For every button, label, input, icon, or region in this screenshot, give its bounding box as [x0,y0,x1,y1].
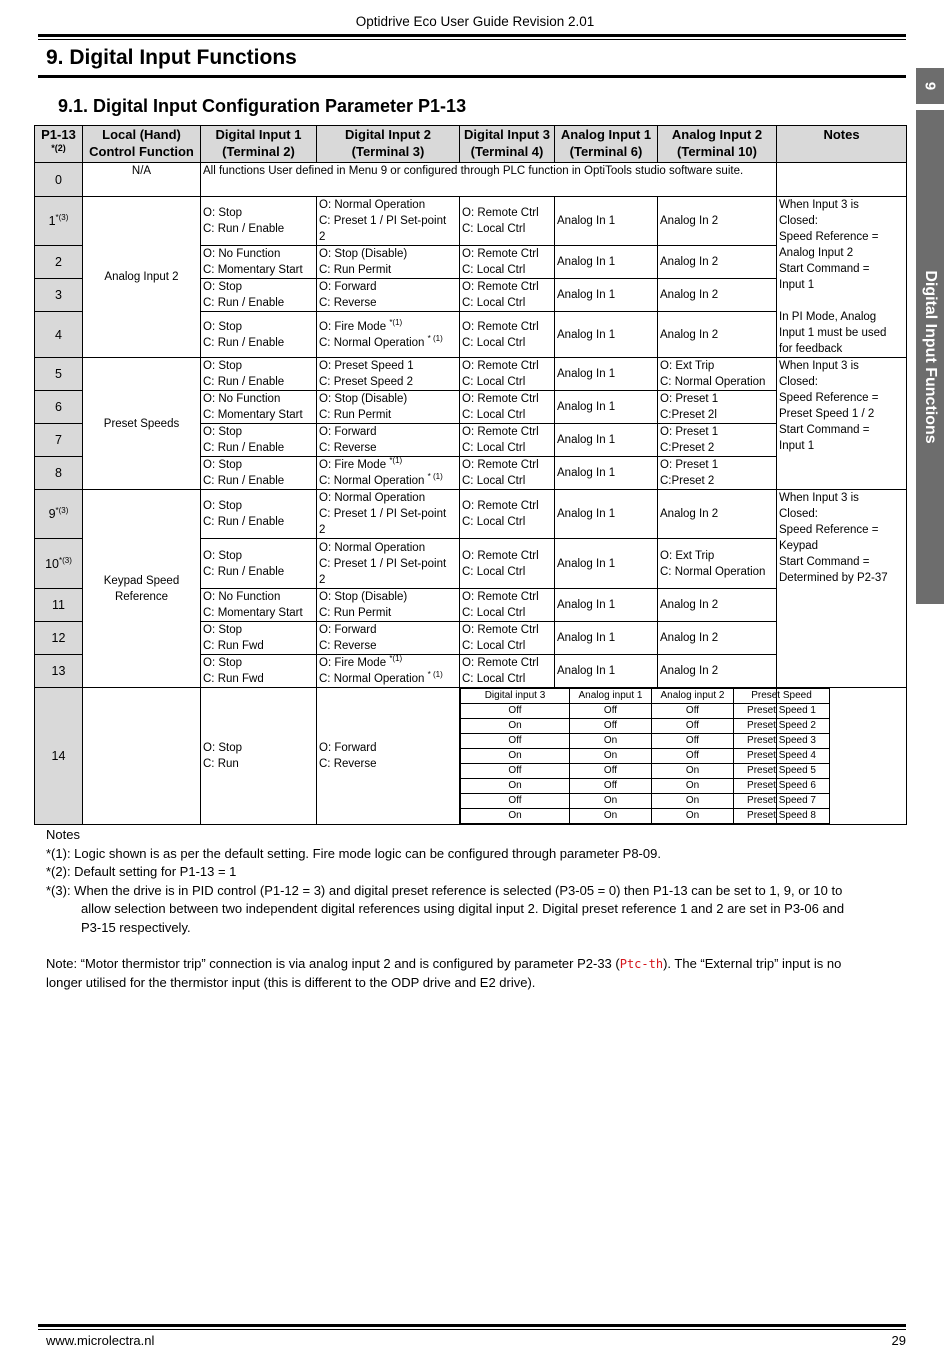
di1-cell: O: Stop C: Run / Enable [201,539,317,589]
ai1-cell: Analog In 1 [555,391,658,424]
di3-cell: O: Remote Ctrl C: Local Ctrl [460,197,555,246]
di1-cell: O: Stop C: Run / Enable [201,279,317,312]
col-header-ai2: Analog Input 2 (Terminal 10) [658,126,777,163]
sub-cell: Preset Speed 2 [734,719,830,734]
note-3-cont: P3-15 respectively. [81,919,191,935]
sub-cell: Off [652,719,734,734]
sub-cell: Preset Speed 5 [734,764,830,779]
di3-cell: O: Remote Ctrl C: Local Ctrl [460,622,555,655]
sub-cell: Off [461,734,570,749]
sub-cell: Off [570,719,652,734]
param-value: 0 [35,163,83,197]
ai2-cell: Analog In 2 [658,279,777,312]
sub-header: Digital input 3 [461,689,570,704]
di1-cell: O: Stop C: Run / Enable [201,197,317,246]
di2-cell: O: Normal Operation C: Preset 1 / PI Set-point 2 [317,490,460,539]
col-header-local: Local (Hand) Control Function [83,126,201,163]
di3-cell: O: Remote Ctrl C: Local Ctrl [460,490,555,539]
local-function [83,688,201,825]
di2-cell: O: Normal Operation C: Preset 1 / PI Set-point 2 [317,197,460,246]
sub-cell: Off [652,749,734,764]
param-value: 2 [35,246,83,279]
di3-cell: O: Remote Ctrl C: Local Ctrl [460,246,555,279]
ai2-cell: O: Preset 1 C:Preset 2 [658,457,777,490]
notes-cell: When Input 3 is Closed: Speed Reference = Keypad Start Command = Determined by P2-37 [777,490,907,688]
footer-url: www.microlectra.nl [46,1333,155,1348]
ai1-cell: Analog In 1 [555,279,658,312]
di1-cell: O: No Function C: Momentary Start [201,391,317,424]
di1-cell: O: Stop C: Run [201,688,317,825]
di1-cell: O: Stop C: Run / Enable [201,457,317,490]
param-value: 8 [35,457,83,490]
param-value: 10$^{*(3)}$ [35,539,83,589]
col-header-ai1: Analog Input 1 (Terminal 6) [555,126,658,163]
sub-header: Analog input 2 [652,689,734,704]
notes-section [46,826,906,992]
ai2-cell: O: Preset 1 C:Preset 2l [658,391,777,424]
preset-speed-row [461,779,830,794]
preset-speed-table-cell [460,688,816,825]
note-3: *(3): When the drive is in PID control (P1-12 = 3) and digital preset reference is selected (P3-05 = 0) then P1-13 can be set to 1, 9, or 10 to [46,882,843,898]
local-function-group: Preset Speeds [83,358,201,490]
param-value: 6 [35,391,83,424]
sub-cell: On [461,749,570,764]
ai1-cell: Analog In 1 [555,457,658,490]
sub-cell: Preset Speed 1 [734,704,830,719]
di1-cell: O: No Function C: Momentary Start [201,246,317,279]
col-header-di3: Digital Input 3 (Terminal 4) [460,126,555,163]
ai1-cell: Analog In 1 [555,655,658,688]
sub-cell: Preset Speed 4 [734,749,830,764]
sub-cell: On [652,809,734,824]
note-2: *(2): Default setting for P1-13 = 1 [46,864,237,879]
col-header-p113: P1-13 *(2) [35,126,83,163]
ai1-cell: Analog In 1 [555,424,658,457]
header-rule-thin [38,39,906,40]
footer-rule-thin [38,1329,906,1330]
note-3-cont: allow selection between two independent digital references using digital input 2. Digital preset reference 1 and 2 are set in P3-06 and [81,901,845,916]
param-value: 11 [35,589,83,622]
di2-cell: O: Forward C: Reverse [317,279,460,312]
di3-cell: O: Remote Ctrl C: Local Ctrl [460,312,555,358]
param-value: 14 [35,688,83,825]
sub-cell: Off [570,779,652,794]
sub-cell: On [570,794,652,809]
sub-cell: On [570,749,652,764]
sub-cell: On [570,734,652,749]
preset-speed-row [461,794,830,809]
preset-speed-row [461,704,830,719]
col-header-di2: Digital Input 2 (Terminal 3) [317,126,460,163]
sub-cell: On [652,794,734,809]
local-function: N/A [83,163,201,197]
footer-rule [38,1324,906,1327]
param-value: 13 [35,655,83,688]
ai2-cell: Analog In 2 [658,490,777,539]
sub-cell: On [461,779,570,794]
ai1-cell: Analog In 1 [555,246,658,279]
di1-cell: O: Stop C: Run Fwd [201,655,317,688]
parameter-table [34,125,907,825]
di3-cell: O: Remote Ctrl C: Local Ctrl [460,589,555,622]
di2-cell: O: Forward C: Reverse [317,622,460,655]
ai2-cell: O: Preset 1 C:Preset 2 [658,424,777,457]
ai2-cell: O: Ext Trip C: Normal Operation [658,358,777,391]
ai2-cell: O: Ext Trip C: Normal Operation [658,539,777,589]
di3-cell: O: Remote Ctrl C: Local Ctrl [460,358,555,391]
row0-notes [777,163,907,197]
sub-cell: On [461,809,570,824]
param-value: 9$^{*(3)}$ [35,490,83,539]
col-header-di1: Digital Input 1 (Terminal 2) [201,126,317,163]
di2-cell: O: Stop (Disable) C: Run Permit [317,589,460,622]
sub-cell: Off [461,794,570,809]
ai2-cell: Analog In 2 [658,197,777,246]
di3-cell: O: Remote Ctrl C: Local Ctrl [460,457,555,490]
di2-cell: O: Stop (Disable) C: Run Permit [317,391,460,424]
preset-speed-row [461,719,830,734]
table-row [35,197,907,246]
di2-cell: O: Fire Mode $^{*(1)}$ C: Normal Operation $^{* (1)}$ [317,457,460,490]
parameter-code: Ptc-th [619,957,664,971]
preset-speed-row [461,809,830,824]
notes-cell: When Input 3 is Closed: Speed Reference = Preset Speed 1 / 2 Start Command = Input 1 [777,358,907,490]
di2-cell: O: Normal Operation C: Preset 1 / PI Set-point 2 [317,539,460,589]
sub-cell: Preset Speed 8 [734,809,830,824]
di1-cell: O: Stop C: Run Fwd [201,622,317,655]
sub-cell: Preset Speed 6 [734,779,830,794]
di3-cell: O: Remote Ctrl C: Local Ctrl [460,391,555,424]
param-value: 1$^{*(3)}$ [35,197,83,246]
preset-speed-table [460,688,830,824]
di3-cell: O: Remote Ctrl C: Local Ctrl [460,279,555,312]
header-rule [38,34,906,37]
di2-cell: O: Forward C: Reverse [317,688,460,825]
ai1-cell: Analog In 1 [555,358,658,391]
ai2-cell: Analog In 2 [658,589,777,622]
di2-cell: O: Stop (Disable) C: Run Permit [317,246,460,279]
table-row [35,490,907,539]
col-header-notes: Notes [777,126,907,163]
table-row [35,358,907,391]
sub-cell: On [652,779,734,794]
di2-cell: O: Forward C: Reverse [317,424,460,457]
di2-cell: O: Fire Mode $^{*(1)}$ C: Normal Operation $^{* (1)}$ [317,312,460,358]
notes-cell: When Input 3 is Closed: Speed Reference = Analog Input 2 Start Command = Input 1 In PI Mode, Analog Input 1 must be used for feedback [777,197,907,358]
sub-header: Preset Speed [734,689,830,704]
di1-cell: O: Stop C: Run / Enable [201,312,317,358]
preset-speed-row [461,764,830,779]
ai1-cell: Analog In 1 [555,490,658,539]
preset-speed-row [461,749,830,764]
di1-cell: O: No Function C: Momentary Start [201,589,317,622]
sub-cell: On [652,764,734,779]
ai2-cell: Analog In 2 [658,246,777,279]
param-value: 12 [35,622,83,655]
table-row [35,163,907,197]
param-value: 4 [35,312,83,358]
table-header-row [35,126,907,163]
sub-cell: Off [570,764,652,779]
sub-cell: Preset Speed 3 [734,734,830,749]
ai1-cell: Analog In 1 [555,312,658,358]
local-function-group: Analog Input 2 [83,197,201,358]
di1-cell: O: Stop C: Run / Enable [201,490,317,539]
ai2-cell: Analog In 2 [658,622,777,655]
page-number: 29 [891,1333,906,1348]
thermistor-note: Note: “Motor thermistor trip” connection is via analog input 2 and is configured by parameter P2-33 (Ptc-th). The “External trip” input is no [46,956,842,971]
notes-heading: Notes [46,827,80,842]
section-title: 9. Digital Input Functions [46,46,297,69]
ai2-cell: Analog In 2 [658,655,777,688]
sub-header: Analog input 1 [570,689,652,704]
param-value: 7 [35,424,83,457]
param-value: 5 [35,358,83,391]
param-value: 3 [35,279,83,312]
side-tab-label: Digital Input Functions [916,110,944,604]
side-tab-number: 9 [916,68,944,104]
thermistor-note-cont: longer utilised for the thermistor input (this is different to the ODP drive and E2 drive). [46,974,536,990]
ai1-cell: Analog In 1 [555,622,658,655]
sub-cell: Off [461,704,570,719]
ai1-cell: Analog In 1 [555,539,658,589]
sub-cell: Off [570,704,652,719]
di1-cell: O: Stop C: Run / Enable [201,424,317,457]
note-1: *(1): Logic shown is as per the default setting. Fire mode logic can be configured through parameter P8-09. [46,845,661,861]
preset-speed-row [461,734,830,749]
section-rule [38,75,906,78]
sub-cell: Off [461,764,570,779]
row0-description: All functions User defined in Menu 9 or configured through PLC function in OptiTools studio software suite. [201,163,777,197]
document-header: Optidrive Eco User Guide Revision 2.01 [355,14,595,29]
di3-cell: O: Remote Ctrl C: Local Ctrl [460,655,555,688]
ai1-cell: Analog In 1 [555,589,658,622]
sub-cell: Off [652,704,734,719]
di3-cell: O: Remote Ctrl C: Local Ctrl [460,539,555,589]
di2-cell: O: Fire Mode $^{*(1)}$ C: Normal Operation $^{* (1)}$ [317,655,460,688]
sub-cell: Preset Speed 7 [734,794,830,809]
ai1-cell: Analog In 1 [555,197,658,246]
sub-cell: Off [652,734,734,749]
di3-cell: O: Remote Ctrl C: Local Ctrl [460,424,555,457]
sub-cell: On [461,719,570,734]
ai2-cell: Analog In 2 [658,312,777,358]
sub-cell: On [570,809,652,824]
subsection-title: 9.1. Digital Input Configuration Parameter P1-13 [58,96,467,116]
di1-cell: O: Stop C: Run / Enable [201,358,317,391]
preset-speed-header [461,689,830,704]
di2-cell: O: Preset Speed 1 C: Preset Speed 2 [317,358,460,391]
local-function-group: Keypad Speed Reference [83,490,201,688]
table-row [35,688,907,825]
